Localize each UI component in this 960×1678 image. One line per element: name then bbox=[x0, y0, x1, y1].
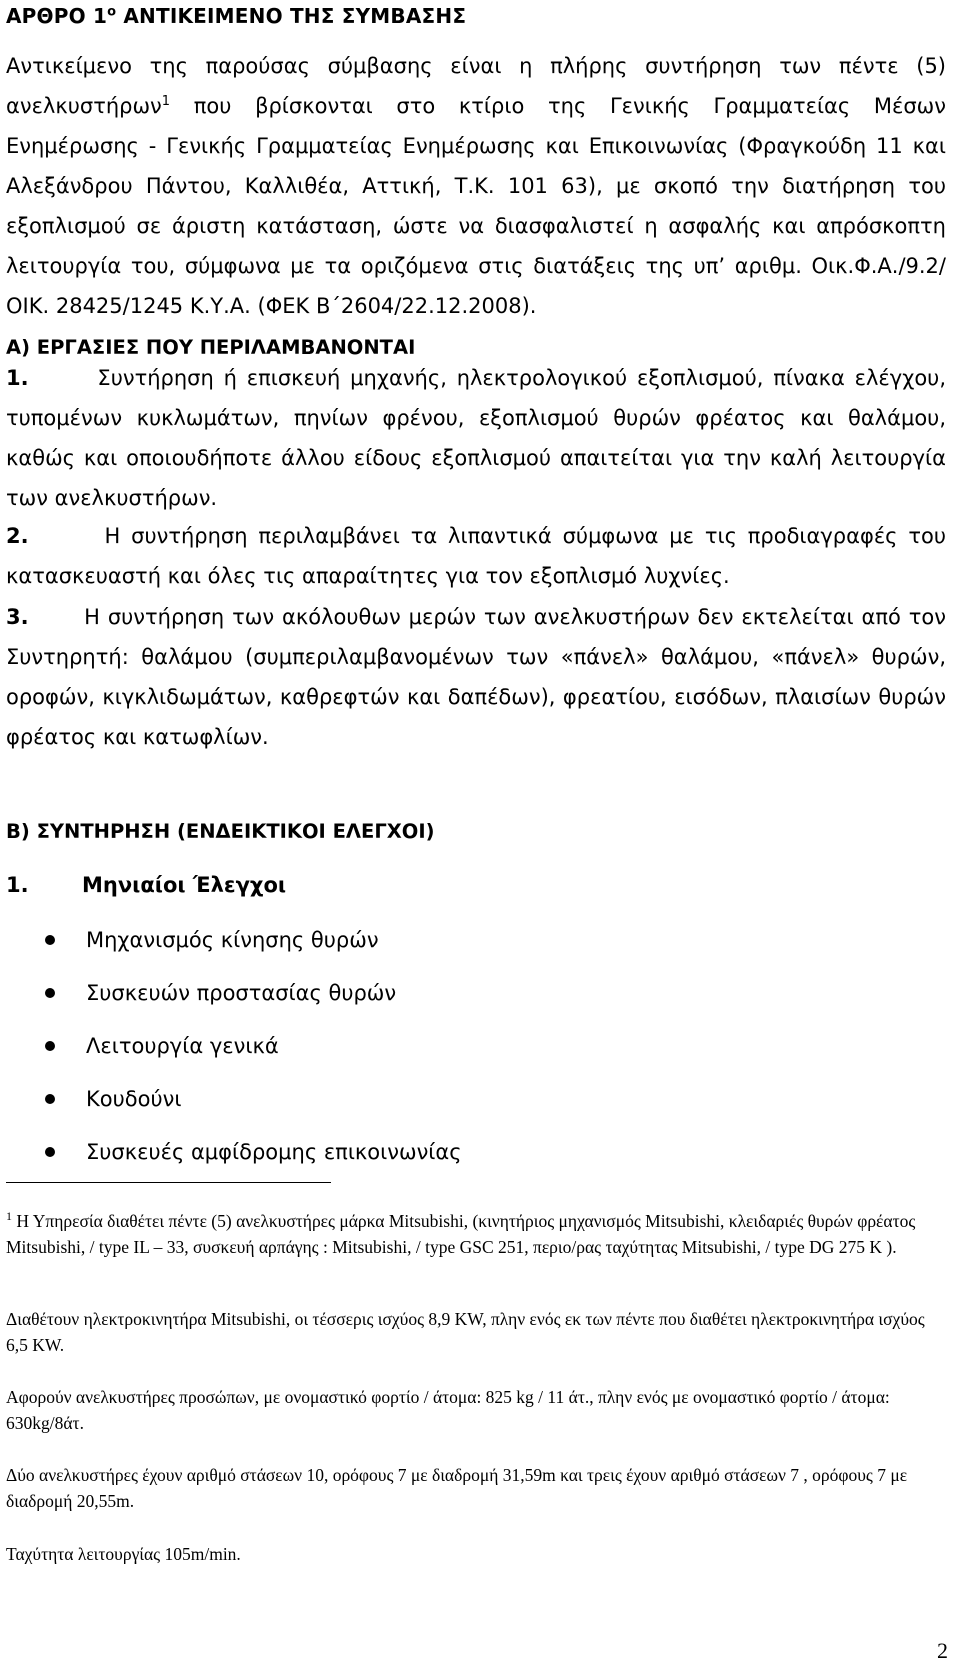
footnote-reference[interactable]: 1 bbox=[161, 94, 171, 109]
footnote-speed: Ταχύτητα λειτουργίας 105m/min. bbox=[6, 1544, 241, 1564]
section-b-heading: Β) ΣΥΝΤΗΡΗΣΗ (ΕΝΔΕΙΚΤΙΚΟΙ ΕΛΕΓΧΟΙ) bbox=[6, 820, 435, 843]
page-number: 2 bbox=[937, 1638, 948, 1663]
section-a-heading: Α) ΕΡΓΑΣΙΕΣ ΠΟΥ ΠΕΡΙΛΑΜΒΑΝΟΝΤΑΙ bbox=[6, 336, 416, 359]
monthly-checks-heading: 1. Μηνιαίοι Έλεγχοι bbox=[6, 873, 287, 897]
bullet-icon bbox=[45, 1041, 55, 1051]
list-item: Λειτουργία γενικά bbox=[0, 1020, 940, 1073]
intro-paragraph: Αντικείμενο της παρούσας σύμβασης είναι η πλήρης συντήρηση των πέντε (5) ανελκυστήρων$^1$ που βρίσκονται στο κτίριο της Γενικής Γραμματείας Μέσων Ενημέρωσης - Γενικής Γραμματείας Ενημέρωσης και Επικοινωνίας (Φραγκούδη 11 και Αλεξάνδρου Πάντου, Καλλιθέα, Αττική, Τ.Κ. 101 63), με σκοπό την διατήρηση του εξοπλισμού σε άριστη κατάσταση, ώστε να διασφαλιστεί η ασφαλής και απρόσκοπτη λειτουργία του, σύμφωνα με τα οριζόμενα στις διατάξεις της υπ’ αριθμ. Οικ.Φ.Α./9.2/ΟΙΚ. 28425/1245 Κ.Υ.Α. (ΦΕΚ Β΄2604/22.12.2008). bbox=[6, 54, 946, 318]
footnote-motor: Διαθέτουν ηλεκτροκινητήρα Mitsubishi, οι τέσσερις ισχύος 8,9 KW, πλην ενός εκ των πέντε που διαθέτει ηλεκτροκινητήρα ισχύος 6,5 KW. bbox=[6, 1309, 925, 1355]
section-a-item-1: 1. Συντήρηση ή επισκευή μηχανής, ηλεκτρολογικού εξοπλισμού, πίνακα ελέγχου, τυπομένων κυκλωμάτων, πηνίων φρένου, εξοπλισμού θυρών φρέατος και θαλάμου, καθώς και οποιουδήποτε άλλου είδους εξοπλισμού απαιτείται για την καλή λειτουργία των ανελκυστήρων. bbox=[6, 366, 946, 510]
section-a-item-3: 3. Η συντήρηση των ακόλουθων μερών των ανελκυστήρων δεν εκτελείται από τον Συντηρητή: θαλάμου (συμπεριλαμβανομένων των «πάνελ» θαλάμου, «πάνελ» θυρών, οροφών, κιγκλιδωμάτων, καθρεφτών και δαπέδων), φρεατίου, εισόδων, πλαισίων θυρών φρέατος και κατωφλίων. bbox=[6, 605, 946, 749]
list-item: Κουδούνι bbox=[0, 1073, 940, 1126]
footnote-separator bbox=[6, 1182, 331, 1183]
bullet-icon bbox=[45, 988, 55, 998]
footnote-1: $^1$ Η Υπηρεσία διαθέτει πέντε (5) ανελκυστήρες μάρκα Mitsubishi, (κινητήριος μηχανισμός Mitsubishi, κλειδαριές θυρών φρέατος Mitsubishi, / type IL – 33, συσκευή αρπάγης : Mitsubishi, / type GSC 251, περιο/ρας ταχύτητας Mitsubishi, / type DG 275 K ). bbox=[6, 1209, 916, 1257]
bullet-icon bbox=[45, 1094, 55, 1104]
list-item: Συσκευών προστασίας θυρών bbox=[0, 967, 940, 1020]
monthly-checks-list bbox=[0, 914, 940, 1179]
list-item: Συσκευές αμφίδρομης επικοινωνίας bbox=[0, 1126, 940, 1179]
section-a-item-2: 2. Η συντήρηση περιλαμβάνει τα λιπαντικά σύμφωνα με τις προδιαγραφές του κατασκευαστή και όλες τις απαραίτητες για τον εξοπλισμό λυχνίες. bbox=[6, 524, 946, 588]
footnote-load: Αφορούν ανελκυστήρες προσώπων, με ονομαστικό φορτίο / άτομα: 825 kg / 11 άτ., πλην ενός με ονομαστικό φορτίο / άτομα: 630kg/8άτ. bbox=[6, 1387, 890, 1433]
bullet-icon bbox=[45, 935, 55, 945]
footnote-stops: Δύο ανελκυστήρες έχουν αριθμό στάσεων 10, ορόφους 7 με διαδρομή 31,59m και τρεις έχουν αριθμό στάσεων 7 , ορόφους 7 με διαδρομή 20,55m. bbox=[6, 1465, 908, 1511]
list-item: Μηχανισμός κίνησης θυρών bbox=[0, 914, 940, 967]
article-heading: ΑΡΘΡΟ $1^o$ ΑΝΤΙΚΕΙΜΕΝΟ ΤΗΣ ΣΥΜΒΑΣΗΣ bbox=[6, 4, 467, 28]
bullet-icon bbox=[45, 1147, 55, 1157]
